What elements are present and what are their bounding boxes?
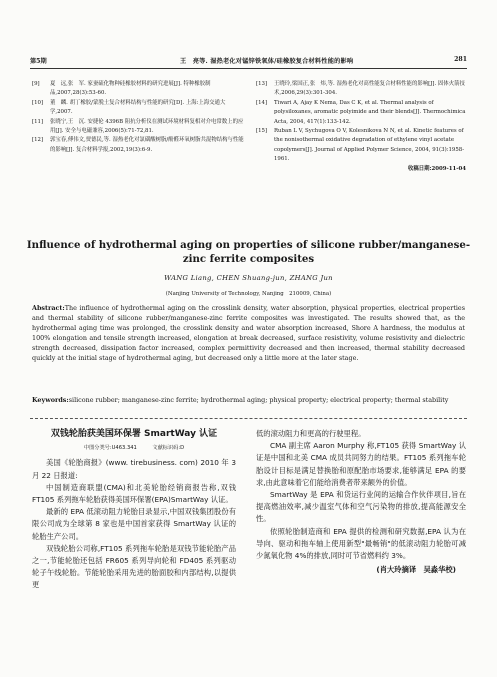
news-paragraph: SmartWay 是 EPA 和货运行业间的运输合作伙伴项目,旨在提高燃油效率,减少温室气体和空气污染物的排放,提高能源安全性。 <box>256 490 466 524</box>
abstract-label: Abstract: <box>32 304 65 312</box>
reference-item: [13] 王晓玲,梁国正,张 炜,等. 湿热老化对高性能复合材料性能的影响[J]. 固体火箭技术,2006,29(3):301-304. <box>256 81 465 97</box>
header-divider <box>30 68 467 69</box>
keywords-text: silicone rubber; manganese-zinc ferrite; hydrothermal aging; physical property; electrical property; thermal stability <box>68 396 449 404</box>
news-paragraph: 中国制造商联盟(CMA)和北美轮胎经销商报告称,双钱 FT105 系列拖车轮胎获得美国环保署(EPA)SmartWay 认证。 <box>32 482 236 505</box>
news-paragraph: 双钱轮胎公司称,FT105 系列拖车轮胎是双钱节能轮胎产品之一,节能轮胎还包括 FR605 系列导向轮和 FD405 系列驱动轮子午线轮胎。节能轮胎采用先进的胎面胶和内部结构,以提供更 <box>32 543 236 590</box>
news-paragraph: 依照轮胎制造商和 EPA 提供的检测和研究数据,EPA 认为在导向、驱动和拖车轴上使用新型"最畅销"的低滚动阻力轮胎可减少氮氧化物 4%的排放,同时可节省燃料约 3%。 <box>256 526 466 561</box>
issue-label: 第5期 <box>30 58 47 65</box>
reference-item: [9] 夏 远,张 军. 家蚕硫化物种硅橡胶材料的研究进展[J]. 特种橡胶制品,2007,28(3):53-60. <box>32 81 211 97</box>
abstract-text: The influence of hydrothermal aging on the crosslink density, water absorption, physical properties, electrical properties and thermal stability of silicone rubber/manganese-zinc ferrite composites was investigated. The results showed that, as the hydrothermal aging time was prolonged, the crosslink density and water absorption increased, Shore A hardness, the modulus at 100% elongation and tensile strength increased, elongation at break decreased, surface resistivity, volume resistivity and dielectric strength decreased, dissipation factor increased, complex permittivity decreased and then increased, thermal stability decreased quickly at the initial stage of hydrothermal aging, but decreased only a little more at the later stage. <box>32 304 465 362</box>
running-header <box>30 56 467 66</box>
paper-title: Influence of hydrothermal aging on properties of silicone rubber/manganese-zinc ferrite composites <box>26 239 471 265</box>
news-paragraph: 美国《轮胎商报》(www. tirebusiness. com) 2010 年 3 月 22 日报道: <box>32 458 236 480</box>
references-left-column <box>32 80 247 155</box>
news-title: 双钱轮胎获美国环保署 SmartWay 认证 <box>50 429 218 439</box>
translator-signature: (肖大玲摘译 吴淼华校) <box>376 565 456 575</box>
reference-item: [12] 郭宝春,傅伟文,贾德民,等. 湿热老化对氯磺酸树脂/酚醛环氧树脂共混物结构与性能的影响[J]. 复合材料学报,2002,19(3):6-9. <box>32 137 244 153</box>
news-paragraph: CMA 副主席 Aaron Murphy 称,FT105 获得 SmartWay 认证是中国和北美 CMA 成员共同努力的结果。FT105 系列拖车轮胎设计目标是满足替换胎和原配胎市场要求,能够满足 EPA 的要求,由此意味着它们能给消费者带来额外的价值。 <box>256 441 466 487</box>
section-divider <box>30 418 467 419</box>
keywords <box>32 395 465 405</box>
page-number: 281 <box>454 56 467 63</box>
news-paragraph: 最新的 EPA 低滚动阻力轮胎目录显示,中国双钱集团股份有限公司成为全球第 8 家也是中国首家获得 SmartWay 认证的轮胎生产公司。 <box>32 507 236 541</box>
references-right-column <box>256 80 466 174</box>
paper-authors: WANG Liang, CHEN Shuang-jun, ZHANG Jun <box>164 274 333 282</box>
news-left-column <box>32 428 236 592</box>
paper-affiliation: (Nanjing University of Technology, Nanjing 210009, China) <box>165 291 332 297</box>
abstract <box>32 303 465 363</box>
reference-item: [10] 董 麟. 胡丁橡胶/蒙脱土复合材料结构与性能的研究[D]. 上海:上海交通大学,2007. <box>32 99 226 116</box>
news-right-column <box>256 428 466 576</box>
news-paragraph: 低的滚动阻力和更高的行驶里程。 <box>256 429 366 438</box>
running-title: 王 亮等. 湿热老化对锰锌铁氧体/硅橡胶复合材料性能的影响 <box>180 58 354 65</box>
reference-item: [15] Ruban L V, Sychugova O V, Kolesnikova N N, et al. Kinetic features of the nonisothermal oxidative degradation of ethylene vinyl acetate copolymers[J]. Journal of Applied Polymer Science, 2004, 91(3):1958-1961. <box>256 128 465 163</box>
classification-line: 中图分类号:U463.341 文献标识码:D <box>83 445 185 452</box>
received-date: 收稿日期:2009-11-04 <box>407 165 466 172</box>
reference-item: [14] Tiwari A, Ajay K Nema, Das C K, et al. Thermal analysis of polysiloxanes, aromatic polyimide and their blends[J]. Thermochimica Acta, 2004, 417(1):133-142. <box>256 99 466 125</box>
keywords-label: Keywords: <box>32 396 69 404</box>
reference-item: [11] 张晓宁,王 沉. 安捷伦 4396B 阻抗分析仪在测试环境材料复相对介电常数上的应用[J]. 安全与电磁兼容,2006(5):71-72,81. <box>32 118 244 135</box>
